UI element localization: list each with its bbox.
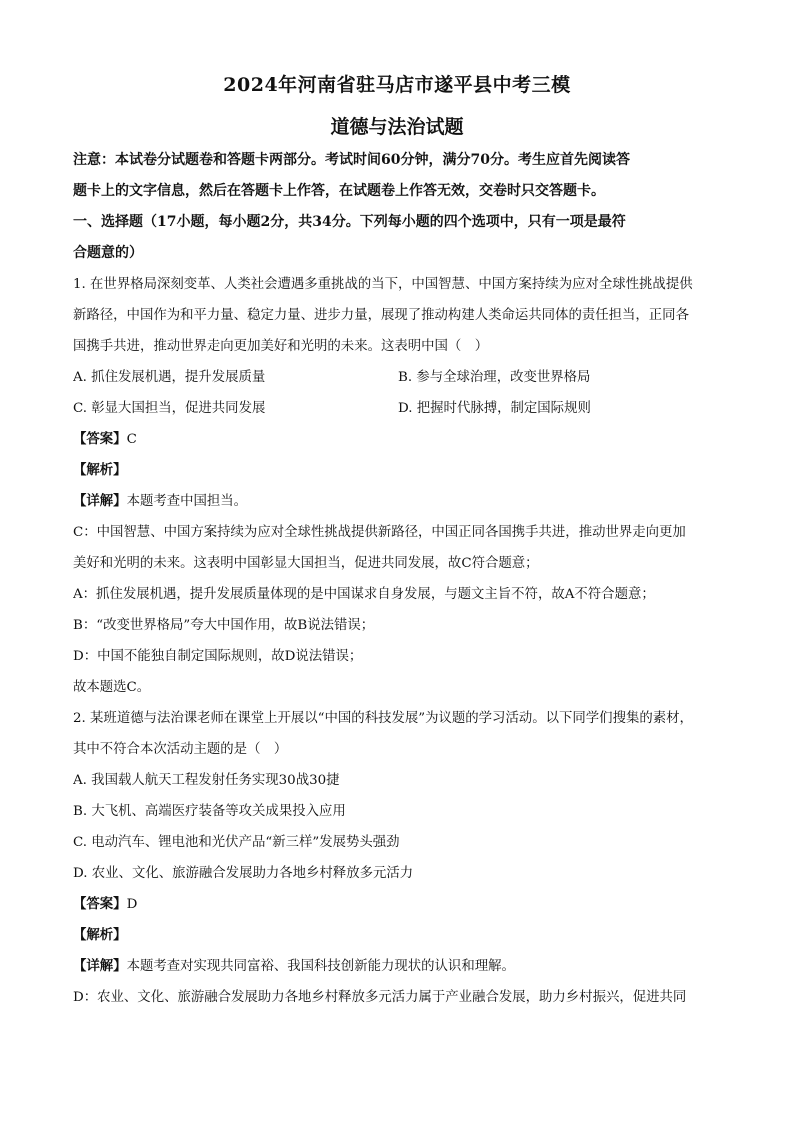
q1-analysis-tag: 【解析】 — [73, 462, 127, 478]
q1-explanation: A：抓住发展机遇，提升发展质量体现的是中国谋求自身发展，与题文主旨不符，故A不符合题意； — [73, 587, 655, 602]
q1-explanation: D：中国不能独自制定国际规则，故D说法错误； — [73, 649, 363, 664]
q2-detail — [73, 951, 723, 982]
q1-explanation: 美好和光明的未来。这表明中国彰显大国担当，促进共同发展，故C符合题意； — [73, 556, 539, 571]
q1-option-a: A. 抓住发展机遇，提升发展质量 — [73, 370, 266, 385]
q2-option-d: D. 农业、文化、旅游融合发展助力各地乡村释放多元活力 — [73, 866, 414, 881]
q2-option-b: B. 大飞机、高端医疗装备等攻关成果投入应用 — [73, 804, 346, 819]
q1-stem: 新路径，中国作为和平力量、稳定力量、进步力量，展现了推动构建人类命运共同体的责任担当，正同各 — [73, 308, 689, 323]
q1-option-d: D. 把握时代脉搏，制定国际规则 — [398, 401, 591, 416]
q1-detail — [73, 486, 723, 517]
detail-text: 本题考查对实现共同富裕、我国科技创新能力现状的认识和理解。 — [126, 959, 515, 974]
exam-title: 2024年河南省驻马店市遂平县中考三模 — [223, 74, 571, 96]
q1-explanation: C：中国智慧、中国方案持续为应对全球性挑战提供新路径，中国正同各国携手共进，推动世界走向更加 — [73, 525, 686, 540]
q2-stem: 其中不符合本次活动主题的是（ ） — [73, 742, 288, 757]
section-heading: 一、选择题（17小题，每小题2分，共34分。下列每小题的四个选项中，只有一项是最符 — [73, 214, 626, 230]
answer-tag: 【答案】 — [73, 896, 127, 912]
q2-answer — [73, 889, 723, 920]
q1-explanation: 故本题选C。 — [73, 680, 151, 695]
exam-content — [73, 145, 723, 1013]
notice-line: 题卡上的文字信息，然后在答题卡上作答，在试题卷上作答无效，交卷时只交答题卡。 — [73, 183, 605, 199]
q1-option-c: C. 彰显大国担当，促进共同发展 — [73, 401, 266, 416]
detail-tag: 【详解】 — [73, 493, 127, 509]
section-heading: 合题意的） — [73, 245, 143, 261]
q1-explanation: B：“改变世界格局”夸大中国作用，故B说法错误； — [73, 618, 375, 633]
answer-tag: 【答案】 — [73, 431, 127, 447]
exam-subtitle: 道德与法治试题 — [330, 116, 464, 138]
q2-option-c: C. 电动汽车、锂电池和光伏产品“新三样”发展势头强劲 — [73, 835, 400, 850]
q1-options-row — [73, 393, 723, 424]
detail-text: 本题考查中国担当。 — [126, 494, 248, 509]
q2-stem: 2. 某班道德与法治课老师在课堂上开展以“中国的科技发展”为议题的学习活动。以下同学们搜集的素材， — [73, 711, 693, 726]
q1-option-b: B. 参与全球治理，改变世界格局 — [398, 370, 591, 385]
q2-analysis-tag: 【解析】 — [73, 927, 127, 943]
q1-answer — [73, 424, 723, 455]
notice-line: 注意：本试卷分试题卷和答题卡两部分。考试时间60分钟，满分70分。考生应首先阅读答 — [73, 152, 630, 168]
answer-value: C — [126, 432, 137, 447]
q1-stem: 1. 在世界格局深刻变革、人类社会遭遇多重挑战的当下，中国智慧、中国方案持续为应对全球性挑战提供 — [73, 277, 693, 292]
q2-option-a: A. 我国载人航天工程发射任务实现30战30捷 — [73, 773, 340, 788]
answer-value: D — [126, 897, 138, 912]
detail-tag: 【详解】 — [73, 958, 127, 974]
q1-options-row — [73, 362, 723, 393]
q1-stem: 国携手共进，推动世界走向更加美好和光明的未来。这表明中国（ ） — [73, 339, 489, 354]
q2-explanation: D：农业、文化、旅游融合发展助力各地乡村释放多元活力属于产业融合发展，助力乡村振兴，促进共同 — [73, 990, 687, 1005]
